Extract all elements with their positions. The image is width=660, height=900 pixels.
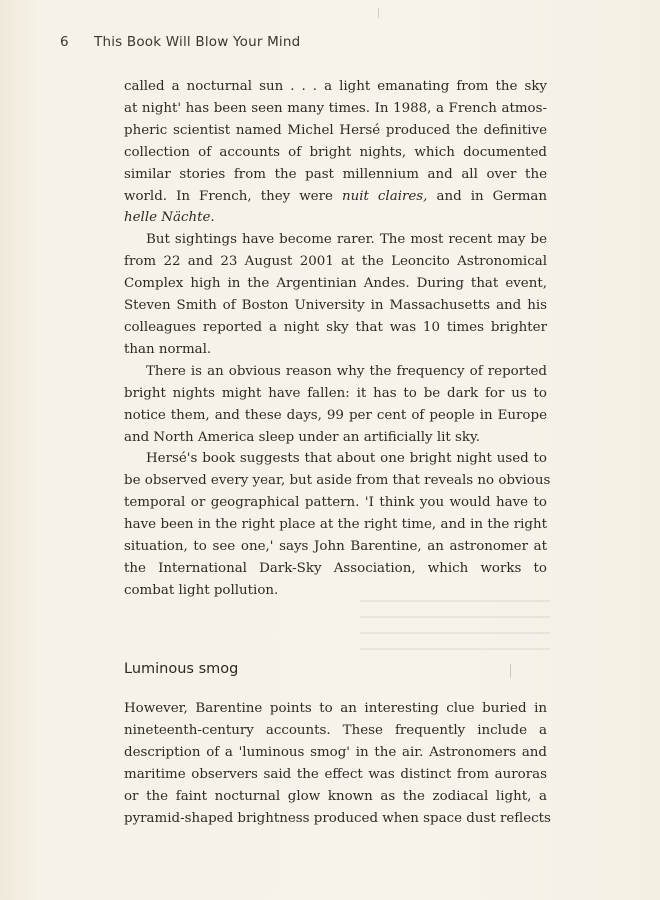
text-line: or the faint nocturnal glow known as the zodiacal light, a [124,788,547,804]
italic-term: helle Nächte. [124,210,215,226]
text-line: be observed every year, but aside from that reveals no obvious [124,473,551,489]
scan-mark [378,8,379,18]
text-line: the International Dark-Sky Association, which works to [124,560,547,576]
text-line: have been in the right place at the right time, and in the right [124,517,547,533]
text-line: than normal. [124,341,212,357]
text-line: notice them, and these days, 99 per cent of people in Europe [124,407,547,423]
text-line: called a nocturnal sun . . . a light emanating from the sky [124,79,547,94]
italic-term: nuit claires, [341,188,428,204]
text-line: and North America sleep under an artificially lit sky. [124,429,481,445]
show-through-text [360,600,550,690]
text-line: Complex high in the Argentinian Andes. During that event, [124,276,547,292]
text-line: colleagues reported a night sky that was 10 times brighter [124,319,547,335]
text-line: temporal or geographical pattern. 'I think you would have to [124,495,547,511]
text-line: nineteenth-century accounts. These frequently include a [124,722,547,738]
text-line: bright nights might have fallen: it has to be dark for us to [124,385,547,401]
paragraph-start: Hersé's book suggests that about one bright night used to [146,451,547,467]
running-header [60,34,300,50]
text-line: Steven Smith of Boston University in Massachusetts and his [124,298,547,314]
text-line: from 22 and 23 August 2001 at the Leoncito Astronomical [124,254,547,270]
text-segment: and in German [436,188,547,204]
paragraph-start: There is an obvious reason why the frequency of reported [146,363,547,379]
section-heading: Luminous smog [124,661,239,677]
text-line: combat light pollution. [124,582,279,598]
page-number: 6 [60,34,69,50]
text-line [124,186,547,208]
text-line: pheric scientist named Michel Hersé produced the definitive [124,122,547,138]
scan-mark [510,664,511,678]
text-segment: world. In French, they were [124,188,333,204]
text-line: collection of accounts of bright nights, which documented [124,144,547,160]
text-line: However, Barentine points to an interesting clue buried in [124,701,547,716]
text-line: at night' has been seen many times. In 1988, a French atmos- [124,100,547,116]
text-line [124,207,547,229]
text-line: similar stories from the past millennium and all over the [124,166,547,182]
text-line: situation, to see one,' says John Barentine, an astronomer at [124,539,547,555]
text-line: maritime observers said the effect was distinct from auroras [124,766,547,782]
text-line: pyramid-shaped brightness produced when space dust reflects [124,810,551,826]
body-text-block [124,698,551,829]
running-title: This Book Will Blow Your Mind [94,34,301,50]
text-line: description of a 'luminous smog' in the air. Astronomers and [124,744,547,760]
paragraph-start: But sightings have become rarer. The most recent may be [146,232,547,248]
body-text-block [124,76,551,602]
